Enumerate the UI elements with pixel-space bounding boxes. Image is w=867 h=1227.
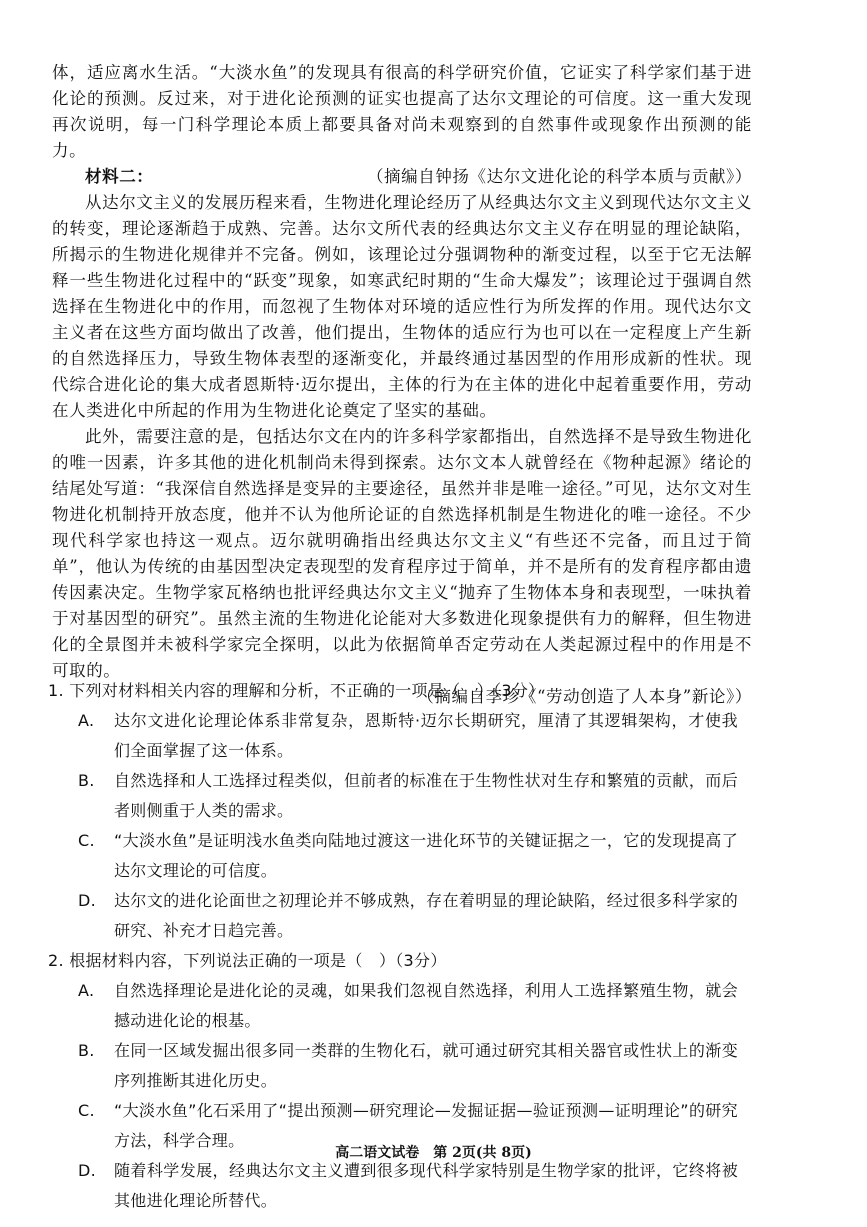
material-one-paragraph: 体，适应离水生活。“大淡水鱼”的发现具有很高的科学研究价值，它证实了科学家们基于进化论的预测。反过来，对于进化论预测的证实也提高了达尔文理论的可信度。这一重大发现再次说明，每一门科学理论本质上都要具备对尚未观察到的自然事件或现象作出预测的能力。 <box>52 63 752 160</box>
option-b <box>48 1036 738 1096</box>
option-text: 在同一区域发掘出很多同一类群的生物化石，就可通过研究其相关器官或性状上的渐变序列推断其进化历史。 <box>114 1041 738 1090</box>
option-d <box>48 1156 738 1216</box>
question-stem: 2. 根据材料内容，下列说法正确的一项是（ ）（3分） <box>48 951 447 970</box>
option-a <box>48 976 738 1036</box>
option-letter: D. <box>78 891 97 910</box>
material-two-source: （摘编自李珍《“劳动创造了人本身”新论》） <box>417 687 752 706</box>
page-footer: 高二语文试卷 第 2页(共 8页) <box>335 1145 532 1161</box>
option-letter: A. <box>78 711 95 730</box>
option-text: 自然选择理论是进化论的灵魂，如果我们忽视自然选择，利用人工选择繁殖生物，就会撼动进化论的根基。 <box>114 981 738 1030</box>
option-text: “大淡水鱼”化石采用了“提出预测—研究理论—发掘证据—验证预测—证明理论”的研究方法，科学合理。 <box>114 1101 738 1150</box>
option-text: 自然选择和人工选择过程类似，但前者的标准在于生物性状对生存和繁殖的贡献，而后者则侧重于人类的需求。 <box>114 771 738 820</box>
option-b <box>48 766 738 826</box>
option-letter: B. <box>78 771 95 790</box>
option-text: “大淡水鱼”是证明浅水鱼类向陆地过渡这一进化环节的关键证据之一，它的发现提高了达尔文理论的可信度。 <box>114 831 738 880</box>
material-two-paragraph-2: 此外，需要注意的是，包括达尔文在内的许多科学家都指出，自然选择不是导致生物进化的唯一因素，许多其他的进化机制尚未得到探索。达尔文本人就曾经在《物种起源》绪论的结尾处写道：“我深信自然选择是变异的主要途径，虽然并非是唯一途径。”可见，达尔文对生物进化机制持开放态度，他并不认为他所论证的自然选择机制是生物进化的唯一途径。不少现代科学家也持这一观点。迈尔就明确指出经典达尔文主义“有些还不完备，而且过于简单”，他认为传统的由基因型决定表现型的发育程序过于简单，并不是所有的发育程序都由遗传因素决定。生物学家瓦格纳也批评经典达尔文主义“抛弃了生物体本身和表现型，一味执着于对基因型的研究”。虽然主流的生物进化论能对大多数进化现象提供有力的解释，但生物进化的全景图并未被科学家完全探明，以此为依据简单否定劳动在人类起源过程中的作用是不可取的。 <box>52 427 752 680</box>
option-text: 达尔文的进化论面世之初理论并不够成熟，存在着明显的理论缺陷，经过很多科学家的研究、补充才日趋完善。 <box>114 891 738 940</box>
material-one-source: （摘编自钟扬《达尔文进化论的科学本质与贡献》） <box>366 167 752 186</box>
question-1 <box>48 676 738 946</box>
question-2 <box>48 946 738 1216</box>
option-text: 达尔文进化论理论体系非常复杂，恩斯特·迈尔长期研究，厘清了其逻辑架构，才使我们全面掌握了这一体系。 <box>114 711 738 760</box>
option-c <box>48 826 738 886</box>
question-stem: 1. 下列对材料相关内容的理解和分析，不正确的一项是（ ）（3分） <box>48 681 545 700</box>
option-letter: C. <box>78 831 95 850</box>
option-letter: C. <box>78 1101 95 1120</box>
material-two <box>52 164 752 710</box>
option-letter: A. <box>78 981 95 1000</box>
material-two-paragraph-1: 从达尔文主义的发展历程来看，生物进化理论经历了从经典达尔文主义到现代达尔文主义的转变，理论逐渐趋于成熟、完善。达尔文所代表的经典达尔文主义存在明显的理论缺陷，所揭示的生物进化规律并不完备。例如，该理论过分强调物种的渐变过程，以至于它无法解释一些生物进化过程中的“跃变”现象，如寒武纪时期的“生命大爆发”；该理论过于强调自然选择在生物进化中的作用，而忽视了生物体对环境的适应性行为所发挥的作用。现代达尔文主义者在这些方面均做出了改善，他们提出，生物体的适应行为也可以在一定程度上产生新的自然选择压力，导致生物体表型的逐渐变化，并最终通过基因型的作用形成新的性状。现代综合进化论的集大成者恩斯特·迈尔提出，主体的行为在主体的进化中起着重要作用，劳动在人类进化中所起的作用为生物进化论奠定了坚实的基础。 <box>52 193 752 420</box>
option-d <box>48 886 738 946</box>
option-a <box>48 706 738 766</box>
option-text: 随着科学发展，经典达尔文主义遭到很多现代科学家特别是生物学家的批评，它终将被其他进化理论所替代。 <box>114 1161 738 1210</box>
option-letter: D. <box>78 1161 97 1180</box>
option-letter: B. <box>78 1041 95 1060</box>
material-two-heading: 材料二： <box>85 167 154 186</box>
questions-section <box>48 676 738 1216</box>
